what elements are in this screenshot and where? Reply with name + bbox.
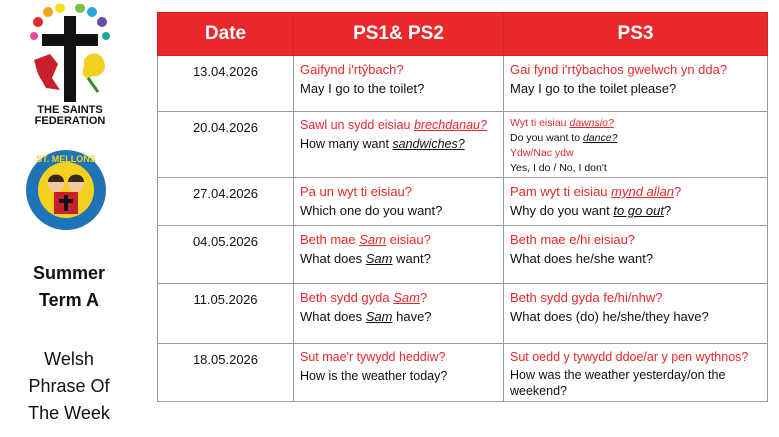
row-date: 13.04.2026 xyxy=(158,56,294,112)
badge-text: ST. MELLONS xyxy=(36,154,96,164)
table-row xyxy=(158,344,768,402)
welsh-phrase xyxy=(300,116,497,135)
ps12-cell xyxy=(294,226,504,284)
welsh-phrase xyxy=(510,116,761,131)
text-part: Why do you want xyxy=(510,203,614,218)
underlined-word: Sam xyxy=(393,290,420,305)
underlined-word: Sam xyxy=(365,251,393,266)
row-date: 18.05.2026 xyxy=(158,344,294,402)
ps12-cell xyxy=(294,178,504,226)
text-part: How many want xyxy=(300,137,393,151)
welsh-phrase: Gai fynd i'rtŷbachos gwelwch yn dda? xyxy=(510,62,728,77)
ps12-cell xyxy=(294,284,504,344)
phrase-line-2: Phrase Of xyxy=(28,376,110,396)
english-phrase: What does (do) he/she/they have? xyxy=(510,309,709,324)
header-ps1-ps2: PS1& PS2 xyxy=(294,13,504,56)
term-line-2: Term A xyxy=(38,290,99,310)
ps12-cell xyxy=(294,344,504,402)
table-row xyxy=(158,112,768,178)
welsh-phrase: Beth mae e/hi eisiau? xyxy=(510,232,636,247)
ps3-cell xyxy=(504,284,768,344)
english-phrase: Which one do you want? xyxy=(300,203,443,218)
federation-name xyxy=(0,105,140,127)
text-part: ? xyxy=(663,203,672,218)
phrase-table xyxy=(157,12,768,402)
text-part: Beth mae xyxy=(300,232,360,247)
table-row xyxy=(158,56,768,112)
text-part: What does xyxy=(300,251,366,266)
welsh-phrase: Beth sydd gyda fe/hi/nhw? xyxy=(510,290,663,305)
underlined-word: sandwiches? xyxy=(392,137,465,151)
underlined-word: mynd allan xyxy=(611,184,675,199)
english-phrase xyxy=(510,201,761,220)
ps3-cell xyxy=(504,344,768,402)
federation-line-2: FEDERATION xyxy=(34,115,106,127)
underlined-word: dance? xyxy=(582,132,618,144)
table-row xyxy=(158,226,768,284)
text-part: Pam wyt ti eisiau xyxy=(510,184,612,199)
ps12-cell xyxy=(294,56,504,112)
welsh-phrase: Gaifynd i'rtŷbach? xyxy=(300,62,404,77)
welsh-phrase xyxy=(510,182,761,201)
text-part: ? xyxy=(674,184,682,199)
text-part: Do you want to xyxy=(510,132,583,144)
sidebar xyxy=(0,0,140,437)
st-mellons-badge xyxy=(24,148,108,232)
ps3-cell xyxy=(504,178,768,226)
ps12-cell xyxy=(294,112,504,178)
text-part: Wyt ti eisiau xyxy=(510,117,570,129)
english-phrase xyxy=(300,249,497,268)
row-date: 04.05.2026 xyxy=(158,226,294,284)
row-date: 27.04.2026 xyxy=(158,178,294,226)
text-part: eisiau? xyxy=(386,232,431,247)
english-phrase: What does he/she want? xyxy=(510,251,654,266)
text-part: want? xyxy=(392,251,431,266)
underlined-word: to go out xyxy=(613,203,664,218)
underlined-word: Sam xyxy=(365,309,393,324)
ps3-cell xyxy=(504,112,768,178)
text-part: Sawl un sydd eisiau xyxy=(300,118,414,132)
table-row xyxy=(158,178,768,226)
english-phrase: How was the weather yesterday/on the weekend? xyxy=(510,368,726,398)
welsh-phrase: Sut mae'r tywydd heddiw? xyxy=(300,350,446,364)
underlined-word: brechdanau? xyxy=(413,118,487,132)
english-phrase: May I go to the toilet please? xyxy=(510,81,677,96)
saints-federation-logo xyxy=(28,4,112,104)
phrase-line-1: Welsh xyxy=(44,349,94,369)
row-date: 20.04.2026 xyxy=(158,112,294,178)
underlined-word: Sam xyxy=(359,232,386,247)
term-line-1: Summer xyxy=(32,263,106,283)
header-ps3: PS3 xyxy=(504,13,768,56)
english-answer: Yes, I do / No, I don't xyxy=(510,162,607,174)
ps3-cell xyxy=(504,56,768,112)
phrase-label xyxy=(0,346,138,427)
underlined-word: dawnsio? xyxy=(569,117,614,129)
english-phrase xyxy=(510,131,761,146)
federation-line-1: THE SAINTS xyxy=(37,104,103,116)
table-row xyxy=(158,284,768,344)
english-phrase: May I go to the toilet? xyxy=(300,81,425,96)
text-part: ? xyxy=(419,290,428,305)
english-phrase xyxy=(300,307,497,326)
term-label xyxy=(0,260,138,314)
ps3-cell xyxy=(504,226,768,284)
header-date: Date xyxy=(158,13,294,56)
welsh-phrase xyxy=(300,230,497,249)
welsh-answer: Ydw/Nac ydw xyxy=(510,147,574,159)
table-header-row xyxy=(158,13,768,56)
text-part: What does xyxy=(300,309,366,324)
welsh-phrase: Pa un wyt ti eisiau? xyxy=(300,184,413,199)
text-part: have? xyxy=(392,309,432,324)
english-phrase: How is the weather today? xyxy=(300,369,448,383)
phrase-line-3: The Week xyxy=(28,403,110,423)
row-date: 11.05.2026 xyxy=(158,284,294,344)
english-phrase xyxy=(300,135,497,154)
text-part: Beth sydd gyda xyxy=(300,290,394,305)
welsh-phrase: Sut oedd y tywydd ddoe/ar y pen wythnos? xyxy=(510,350,749,364)
welsh-phrase xyxy=(300,288,497,307)
